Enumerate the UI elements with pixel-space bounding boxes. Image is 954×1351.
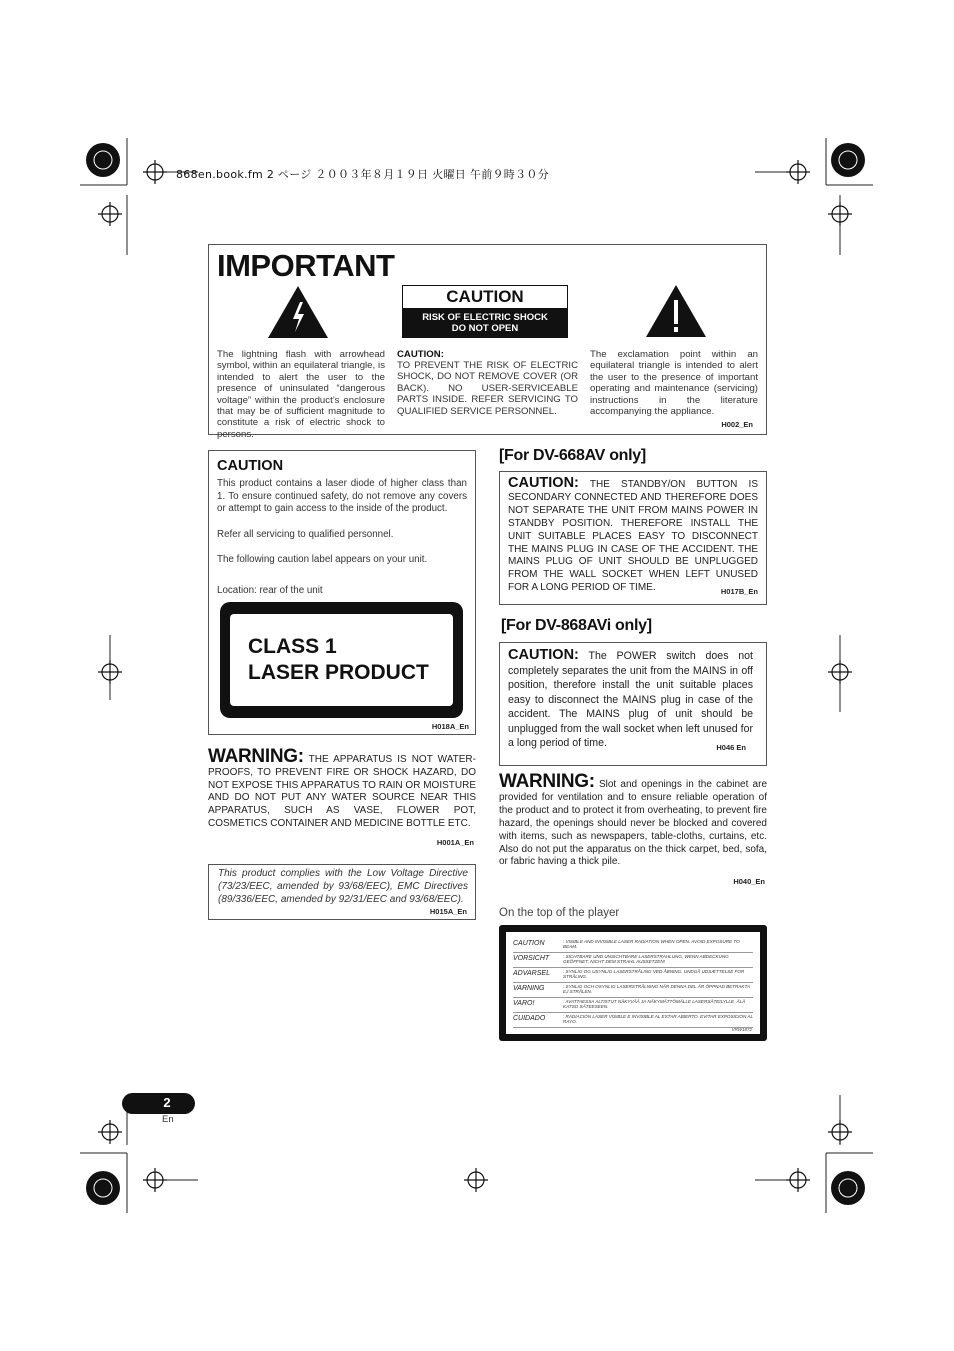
page-language: En <box>162 1114 174 1125</box>
label-row-language: VARNING <box>513 985 545 992</box>
top-laser-warning-label <box>499 925 767 1041</box>
label-code: VRW1872 <box>731 1027 752 1032</box>
label-row-language: CUIDADO <box>513 1015 546 1022</box>
label-row <box>513 983 753 998</box>
class1-laser-label <box>220 602 463 718</box>
directive-text: This product complies with the Low Voltage Directive (73/23/EEC, amended by 93/68/EEC), EMC Directives (89/336/EEC, amended by 92/31/EEC and 93/68/EEC). <box>218 868 468 905</box>
label-row-language: VARO! <box>513 1000 535 1007</box>
laser-label-line2: LASER PRODUCT <box>248 661 429 684</box>
exclamation-triangle-icon <box>644 283 708 339</box>
dv668-block <box>508 477 758 595</box>
warning-water-code: H001A_En <box>436 838 474 847</box>
label-row-text: : SYNLIG OG USYNLIG LASERSTRÅLING VED ÅBNING. UNDGÅ UDSÆTTELSE FOR STRÅLING. <box>563 969 745 980</box>
important-title: IMPORTANT <box>217 248 395 283</box>
label-row <box>513 998 753 1013</box>
important-code: H002_En <box>721 420 753 429</box>
page-number: 2 <box>163 1095 171 1110</box>
caution-label-top: CAUTION <box>446 287 524 306</box>
dv668-text: THE STANDBY/ON BUTTON IS SECONDARY CONNECTED AND THEREFORE DOES NOT SEPARATE THE UNIT FROM MAINS POWER IN STANDBY POSITION. THEREFORE INSTALL THE UNIT SUITABLE PLACES EASY TO DISCONNECT THE MAINS PLUG IN CASE OF THE ACCIDENT. THE MAINS PLUG OF UNIT SHOULD BE UNPLUGGED FROM THE WALL SOCKET WHEN LEFT UNUSED FOR A LONG PERIOD OF TIME. <box>508 479 758 594</box>
label-row-text: : AVATTAESSA ALTISTUT NÄKYVÄÄ JA NÄKYMÄTTÖMÄLLE LASERSÄTEILYLLE. ÄLÄ KATSO SÄTEESEEN. <box>563 999 746 1010</box>
laser-caution-heading: CAUTION <box>217 458 284 474</box>
label-row-language: VORSICHT <box>513 955 550 962</box>
label-row <box>513 1013 753 1028</box>
laser-label-inner <box>230 614 453 706</box>
label-row-text: : SYNLIG OCH OSYNLIG LASERSTRÅLNING NÄR DENNA DEL ÄR ÖPPNAD BETRAKTA EJ STRÅLEN. <box>563 984 750 995</box>
label-row <box>513 953 753 968</box>
warning-water-text: THE APPARATUS IS NOT WATER-PROOFS, TO PREVENT FIRE OR SHOCK HAZARD, DO NOT EXPOSE THIS APPARATUS TO RAIN OR MOISTURE AND DO NOT PUT ANY WATER SOURCE NEAR THIS APPARATUS, SUCH AS VASE, FLOWER POT, COSMETICS CONTAINER AND MEDICINE BOTTLE ETC. <box>208 754 476 829</box>
dv868-heading: CAUTION: <box>508 647 579 663</box>
label-row-language: CAUTION <box>513 940 545 947</box>
warning-vent-block <box>499 771 768 869</box>
exclamation-description: The exclamation point within an equilateral triangle is intended to alert the user to the presence of important operating and maintenance (servicing) instructions in the literature accompanying the appliance. <box>590 349 758 418</box>
print-header: 868en.book.fm 2 ページ ２００３年８月１９日 火曜日 午前９時３０分 <box>176 168 549 181</box>
dv868-block <box>508 648 753 751</box>
dv868-section-title: [For DV-868AVi only] <box>501 617 652 634</box>
caution-label-bottom <box>403 308 567 338</box>
dv868-text: The POWER switch does not completely separates the unit from the MAINS in off position, therefore install the unit suitable places easy to disconnect the MAINS plug in case of the accident. The MAINS plug of unit should be unplugged from the wall socket when left unused for a long period of time. <box>508 650 753 749</box>
page-number-tab <box>122 1093 195 1114</box>
warning-vent-heading: WARNING: <box>499 771 595 792</box>
shock-caution-text: TO PREVENT THE RISK OF ELECTRIC SHOCK, DO NOT REMOVE COVER (OR BACK). NO USER-SERVICEABLE PARTS INSIDE. REFER SERVICING TO QUALIFIED SERVICE PERSONNEL. <box>397 360 578 417</box>
caution-label-line2: DO NOT OPEN <box>451 323 519 334</box>
laser-label-line1: CLASS 1 <box>248 635 337 658</box>
label-row-language: ADVARSEL <box>513 970 550 977</box>
laser-caution-text2: Refer all servicing to qualified personnel. <box>217 529 394 540</box>
warning-vent-code: H040_En <box>733 877 765 886</box>
label-row-text: : VISIBLE AND INVISIBLE LASER RADIATION WHEN OPEN. AVOID EXPOSURE TO BEAM. <box>563 939 740 950</box>
laser-label-location: Location: rear of the unit <box>217 585 323 596</box>
laser-caution-text: This product contains a laser diode of higher class than 1. To ensure continued safety, do not remove any covers or attempt to gain access to the inside of the product. <box>217 478 467 515</box>
warning-water-block <box>208 746 476 831</box>
directive-code: H015A_En <box>429 907 467 916</box>
laser-caution-text3: The following caution label appears on your unit. <box>217 554 428 565</box>
shock-caution-heading: CAUTION: <box>397 349 444 360</box>
dv868-code: H046 En <box>716 743 746 752</box>
laser-label-text <box>248 634 429 686</box>
caution-label-line1: RISK OF ELECTRIC SHOCK <box>422 312 548 323</box>
top-label-inner <box>506 932 760 1034</box>
shock-caution-label <box>402 285 568 338</box>
dv668-heading: CAUTION: <box>508 475 579 491</box>
warning-vent-text: Slot and openings in the cabinet are provided for ventilation and to ensure reliable operation of the product and to protect it from overheating, to prevent fire hazard, the openings should never be blocked and covered with items, such as newspapers, table-cloths, curtains, etc. Also do not put the apparatus on the thick carpet, bed, sofa, or fabric having a thick pile. <box>499 779 768 868</box>
label-row-text: : SICHTBARE UND UNSICHTBARE LASERSTRAHLUNG, WENN ABDECKUNG GEÖFFNET. NICHT DEM STRAHL AUSSETZEN! <box>563 954 729 965</box>
label-row-text: : RADIACIÓN LÁSER VISIBLE E INVISIBLE AL ESTAR ABIERTO. EVITAR EXPOSICIÓN AL RAYO. <box>563 1014 753 1025</box>
dv668-code: H017B_En <box>720 587 758 596</box>
lightning-description: The lightning flash with arrowhead symbol, within an equilateral triangle, is intended to alert the user to the presence of uninsulated “dangerous voltage” within the product’s enclosure that may be of sufficient magnitude to constitute a risk of electric shock to persons. <box>217 349 385 440</box>
lightning-triangle-icon <box>266 284 330 340</box>
laser-caution-code: H018A_En <box>431 722 469 731</box>
warning-water-heading: WARNING: <box>208 746 304 767</box>
dv668-section-title: [For DV-668AV only] <box>499 447 646 464</box>
label-row <box>513 968 753 983</box>
label-row <box>513 938 753 953</box>
top-label-caption: On the top of the player <box>499 907 620 919</box>
